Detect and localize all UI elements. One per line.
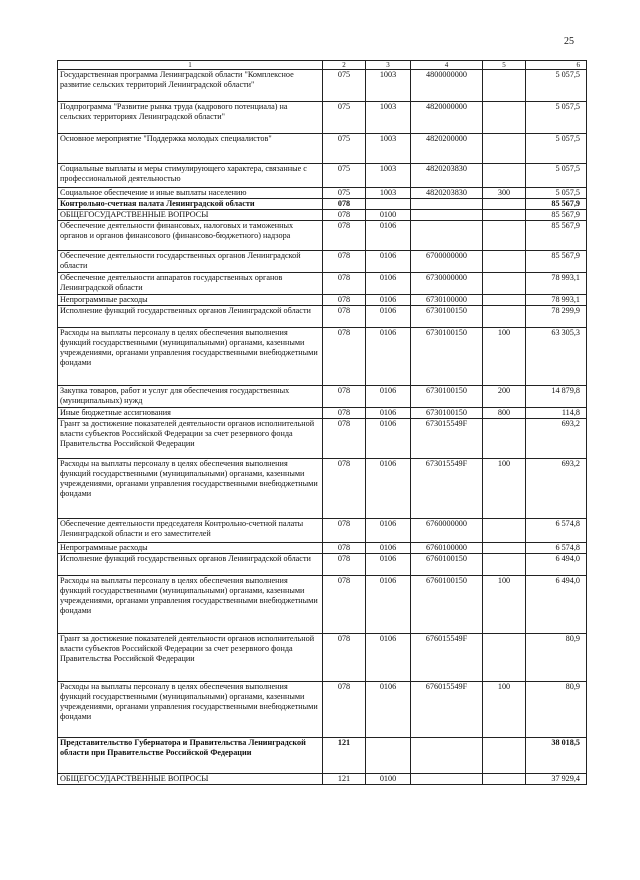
row-section-code: 0106 [366,554,411,576]
row-name: Исполнение функций государственных органов Ленинградской области [58,554,323,576]
row-name: Расходы на выплаты персоналу в целях обеспечения выполнения функций государственными (муниципальными) органами, казенными учреждениями, органами управления государственными внебюджетными фондами [58,328,323,386]
row-expense-type [483,738,526,774]
row-name: Контрольно-счетная палата Ленинградской области [58,199,323,210]
table-row [58,408,587,419]
row-name: Грант за достижение показателей деятельности органов исполнительной власти субъектов Российской Федерации за счет резервного фонда Правительства Российской Федерации [58,419,323,459]
row-admin-code: 078 [323,295,366,306]
row-target-code: 6730100150 [411,386,483,408]
row-amount: 78 299,9 [526,306,587,328]
row-section-code: 1003 [366,134,411,164]
row-admin-code: 078 [323,210,366,221]
row-name: Основное мероприятие "Поддержка молодых специалистов" [58,134,323,164]
row-name: Обеспечение деятельности государственных органов Ленинградской области [58,251,323,273]
row-name: Социальные выплаты и меры стимулирующего характера, связанные с профессиональной деятельностью [58,164,323,188]
row-admin-code: 078 [323,634,366,682]
table-row [58,576,587,634]
row-expense-type [483,774,526,785]
row-admin-code: 078 [323,543,366,554]
row-name: ОБЩЕГОСУДАРСТВЕННЫЕ ВОПРОСЫ [58,774,323,785]
row-admin-code: 078 [323,221,366,251]
table-row [58,199,587,210]
row-expense-type [483,306,526,328]
row-name: Иные бюджетные ассигнования [58,408,323,419]
row-amount: 6 494,0 [526,576,587,634]
row-target-code: 4820203830 [411,164,483,188]
row-section-code: 0106 [366,328,411,386]
row-target-code: 673015549F [411,459,483,519]
row-target-code: 6730000000 [411,273,483,295]
row-target-code: 6730100000 [411,295,483,306]
row-admin-code: 078 [323,251,366,273]
row-expense-type: 100 [483,328,526,386]
row-target-code [411,774,483,785]
row-expense-type: 300 [483,188,526,199]
row-admin-code: 075 [323,164,366,188]
row-target-code: 4820203830 [411,188,483,199]
row-admin-code: 078 [323,459,366,519]
row-section-code: 0100 [366,774,411,785]
row-admin-code: 078 [323,408,366,419]
row-amount: 6 574,8 [526,519,587,543]
row-admin-code: 078 [323,199,366,210]
row-section-code: 1003 [366,188,411,199]
row-section-code: 0106 [366,221,411,251]
table-row [58,459,587,519]
row-target-code: 6730100150 [411,306,483,328]
table-row [58,306,587,328]
table-row [58,70,587,102]
row-expense-type [483,102,526,134]
row-expense-type [483,221,526,251]
budget-table [57,60,587,785]
row-section-code: 0106 [366,682,411,738]
header-cell: 5 [483,61,526,70]
row-admin-code: 075 [323,102,366,134]
row-target-code: 676015549F [411,634,483,682]
row-amount: 5 057,5 [526,164,587,188]
table-row [58,328,587,386]
table-row [58,386,587,408]
table-row [58,210,587,221]
row-target-code: 6760000000 [411,519,483,543]
row-section-code: 0106 [366,576,411,634]
row-name: Социальное обеспечение и иные выплаты населению [58,188,323,199]
table-row [58,164,587,188]
row-expense-type [483,251,526,273]
row-expense-type [483,519,526,543]
row-admin-code: 078 [323,386,366,408]
row-target-code: 6760100000 [411,543,483,554]
row-target-code: 4800000000 [411,70,483,102]
row-section-code: 0106 [366,459,411,519]
row-amount: 80,9 [526,682,587,738]
row-target-code: 4820200000 [411,134,483,164]
row-name: Непрограммные расходы [58,295,323,306]
row-expense-type: 800 [483,408,526,419]
row-amount: 693,2 [526,459,587,519]
row-expense-type [483,199,526,210]
table-row [58,188,587,199]
row-name: Непрограммные расходы [58,543,323,554]
table-row [58,543,587,554]
row-target-code: 6760100150 [411,554,483,576]
row-admin-code: 075 [323,188,366,199]
row-amount: 6 494,0 [526,554,587,576]
row-name: Обеспечение деятельности финансовых, налоговых и таможенных органов и органов финансового (финансово-бюджетного) надзора [58,221,323,251]
row-expense-type [483,554,526,576]
row-name: Расходы на выплаты персоналу в целях обеспечения выполнения функций государственными (муниципальными) органами, казенными учреждениями, органами управления государственными внебюджетными фондами [58,459,323,519]
row-amount: 85 567,9 [526,221,587,251]
row-section-code: 0106 [366,295,411,306]
row-expense-type: 100 [483,576,526,634]
row-admin-code: 078 [323,273,366,295]
row-target-code: 673015549F [411,419,483,459]
row-target-code: 6700000000 [411,251,483,273]
row-target-code [411,221,483,251]
table-row [58,221,587,251]
header-cell: 2 [323,61,366,70]
row-name: Подпрограмма "Развитие рынка труда (кадрового потенциала) на сельских территориях Ленинградской области" [58,102,323,134]
row-section-code: 0106 [366,408,411,419]
header-cell: 6 [526,61,587,70]
header-cell: 4 [411,61,483,70]
row-section-code: 0106 [366,251,411,273]
table-row [58,554,587,576]
row-admin-code: 078 [323,328,366,386]
table-row [58,134,587,164]
row-name: Государственная программа Ленинградской области "Комплексное развитие сельских территорий Ленинградской области" [58,70,323,102]
row-expense-type: 100 [483,459,526,519]
row-name: Исполнение функций государственных органов Ленинградской области [58,306,323,328]
row-amount: 5 057,5 [526,102,587,134]
row-target-code: 6730100150 [411,328,483,386]
row-name: Закупка товаров, работ и услуг для обеспечения государственных (муниципальных) нужд [58,386,323,408]
header-row [58,61,587,70]
row-target-code [411,738,483,774]
row-target-code [411,210,483,221]
row-name: ОБЩЕГОСУДАРСТВЕННЫЕ ВОПРОСЫ [58,210,323,221]
row-amount: 85 567,9 [526,210,587,221]
row-amount: 63 305,3 [526,328,587,386]
row-amount: 14 879,8 [526,386,587,408]
row-section-code: 0106 [366,306,411,328]
row-admin-code: 078 [323,419,366,459]
table-row [58,295,587,306]
row-expense-type [483,273,526,295]
row-name: Обеспечение деятельности председателя Контрольно-счетной палаты Ленинградской области и его заместителей [58,519,323,543]
row-name: Грант за достижение показателей деятельности органов исполнительной власти субъектов Российской Федерации за счет резервного фонда Правительства Российской Федерации [58,634,323,682]
row-amount: 38 018,5 [526,738,587,774]
row-admin-code: 075 [323,70,366,102]
row-section-code: 0106 [366,634,411,682]
row-amount: 78 993,1 [526,273,587,295]
row-amount: 114,8 [526,408,587,419]
row-section-code: 0100 [366,210,411,221]
row-amount: 85 567,9 [526,251,587,273]
row-expense-type [483,164,526,188]
row-amount: 5 057,5 [526,188,587,199]
table-row [58,102,587,134]
row-admin-code: 078 [323,519,366,543]
row-expense-type [483,134,526,164]
row-name: Представительство Губернатора и Правительства Ленинградской области при Правительстве Российской Федерации [58,738,323,774]
row-amount: 85 567,9 [526,199,587,210]
row-section-code: 0106 [366,519,411,543]
row-expense-type [483,543,526,554]
row-admin-code: 078 [323,682,366,738]
row-expense-type [483,634,526,682]
row-admin-code: 078 [323,554,366,576]
row-amount: 78 993,1 [526,295,587,306]
row-section-code: 0106 [366,386,411,408]
row-expense-type [483,70,526,102]
header-cell: 1 [58,61,323,70]
row-section-code: 0106 [366,273,411,295]
table-row [58,419,587,459]
row-expense-type: 100 [483,682,526,738]
row-expense-type [483,295,526,306]
row-section-code: 1003 [366,102,411,134]
row-amount: 5 057,5 [526,134,587,164]
row-admin-code: 121 [323,738,366,774]
row-expense-type [483,210,526,221]
row-amount: 80,9 [526,634,587,682]
table-row [58,251,587,273]
header-cell: 3 [366,61,411,70]
row-expense-type [483,419,526,459]
row-target-code: 6760100150 [411,576,483,634]
row-amount: 37 929,4 [526,774,587,785]
row-target-code: 676015549F [411,682,483,738]
row-name: Обеспечение деятельности аппаратов государственных органов Ленинградской области [58,273,323,295]
row-section-code: 0106 [366,543,411,554]
table-row [58,273,587,295]
table-row [58,774,587,785]
table-row [58,738,587,774]
row-section-code: 1003 [366,70,411,102]
page-number: 25 [564,36,574,47]
row-section-code: 1003 [366,164,411,188]
table-row [58,682,587,738]
row-name: Расходы на выплаты персоналу в целях обеспечения выполнения функций государственными (муниципальными) органами, казенными учреждениями, органами управления государственными внебюджетными фондами [58,576,323,634]
row-amount: 693,2 [526,419,587,459]
table-row [58,634,587,682]
row-target-code: 6730100150 [411,408,483,419]
row-admin-code: 121 [323,774,366,785]
row-admin-code: 075 [323,134,366,164]
row-target-code [411,199,483,210]
row-admin-code: 078 [323,576,366,634]
row-section-code: 0106 [366,419,411,459]
row-expense-type: 200 [483,386,526,408]
row-section-code [366,199,411,210]
row-amount: 6 574,8 [526,543,587,554]
table-row [58,519,587,543]
row-name: Расходы на выплаты персоналу в целях обеспечения выполнения функций государственными (муниципальными) органами, казенными учреждениями, органами управления государственными внебюджетными фондами [58,682,323,738]
row-amount: 5 057,5 [526,70,587,102]
row-target-code: 4820000000 [411,102,483,134]
row-admin-code: 078 [323,306,366,328]
row-section-code [366,738,411,774]
